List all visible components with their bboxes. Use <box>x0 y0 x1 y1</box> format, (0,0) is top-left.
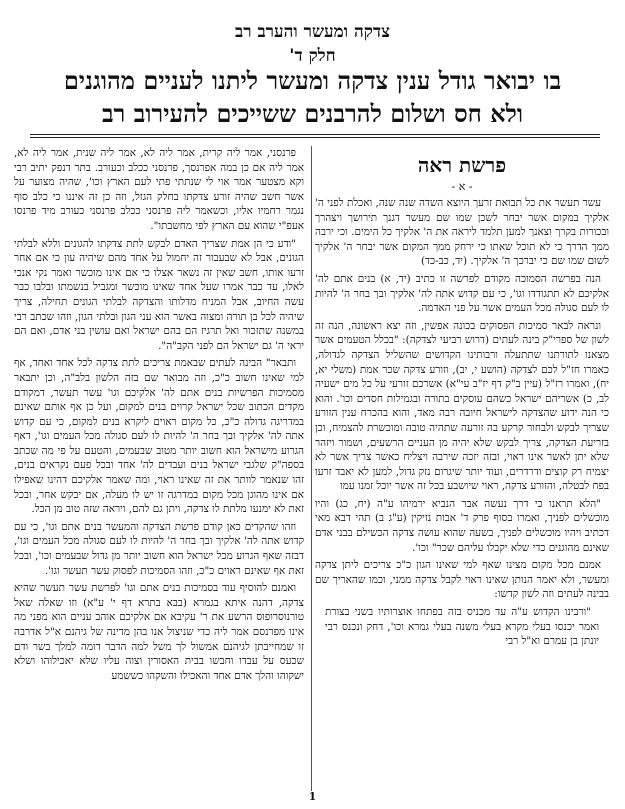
page-number: 1 <box>308 790 317 803</box>
book-title: צדקה ומעשר והערב רב <box>235 22 390 42</box>
block-quote: "ורבינו הקדוש ע"ה עד מכניס בזה בפתחו אוצרותיו בשני בצורת ואמר יכנסו בעלי מקרא בעלי משנה בעלי גמרא וכו', דחק ונכנס רבי יונתן בן עמרם וא"ל רבי <box>325 606 599 648</box>
column-divider <box>311 146 312 791</box>
left-column <box>14 146 304 791</box>
title-rule-top <box>30 134 600 135</box>
paragraph: פרנסני, אמר ליה קרית, אמר ליה לא, אמר ליה שנית, אמר ליה לא, אמר ליה אם כן במה אפרנסך, פרנסני ככלב וכעורב. בתר דנפק יתיב רבי וקא מצטער אמר אוי לי שנתתי פתי לעם הארץ וכו', שהיה מצוער על אשר חשב שהיה זורע צדקתו בחלק הגזל, וזה כן זה איננו כי כלב סוף נגמר רחמיו אליו, וכשאמר ליה פרנסני ככלב פרנסני כעורב מיד פרנסו אעפ"י שהוא עם הארץ לפי מחשבתו". <box>14 147 304 232</box>
main-title-line-1: בו יבואר גודל ענין צדקה ומעשר ליתנו לעניים מהוגנים <box>63 66 562 95</box>
paragraph: ואמנם להוסיף עוד בסמיכות בנים אתם וגו' לפרשת עשר תעשר שהיא צדקה, דהנה איתא בגמרא (בבא בתרא דף י' ע"א) וזו שאלה שאל טורנוסרופוס הרשע את ר' עקיבא אם אלקיכם אוהב עניים הוא מפני מה אינו מפרנסם אמר ליה כדי שניצול אנו בהן מדינה של גיהנם א"ל אדרבה זו שמחייבתן לגיהנם אמשול לך משל למה הדבר דומה למלך בשר ודם שכעס על עבדו וחבשו בבית האסורין וצוה עליו שלא יאכילוהו ושלא ישקוהו והלך אדם אחד והאכילו והשקהו כששמע <box>14 582 304 682</box>
paragraph: אמנם מכל מקום מצינו שאף למי שאינו הגון כ"כ צריכים ליתן צדקה ומעשר, ולא יאמר הנותן שאינו ראוי לקבל צדקה ממני, וכמו שהאריך שם בבינה לעתים וזה לשון קדשו: <box>315 559 609 601</box>
paragraph: וזהו שהקדים כאן קודם פרשת הצדקה והמעשר בנים אתם וגו', כי עם קדוש אתה לה' אלקיך ובך בחר ה' להיות לו לעם סגולה מכל העמים וגו', דבזה שאף הגרוע מכל ישראל הוא חשוב יותר מן גדול שבעמים וכו', ובכל זאת אף שאינם ראוים כ"כ, וזהו הסמיכות לפסוק עשר תעשר וגו'. <box>14 520 304 577</box>
right-column <box>315 146 609 791</box>
chapter-heading: חלק ד' <box>289 46 336 66</box>
paragraph: הנה בפרשה הסמוכה מקודם לפרשה זו כתיב (יד, א) בנים אתם לה' אלקיכם לא תתגודדו וגו', כי עם קדוש אתה לה' אלקיך ובך בחר ה' להיות לו לעם סגולה מכל העמים אשר על פני האדמה. <box>315 272 609 315</box>
section-letter: - א - <box>451 180 473 193</box>
paragraph: "הלא תראנו כי דרך נעשה אבר הנביא ירמיהו ע"ה (יח, כג) והיו מוכשלים לפניך, ואמרו בסוף פרק ד' אבות נזיקין (ע"ג ב) תהי דבא מאי דכתיב ויהיו מוכשלים לפניך, בשעה שהוא עושה צדקה הכשילם בבני אדם שאינם מהוגנים כדי שלא יקבלו עליהם שכר" וכו'. <box>315 497 609 554</box>
parasha-heading: פרשת ראה <box>417 153 507 177</box>
paragraph: עשר תעשר את כל תבואת זרעך היוצא השדה שנה שנה, ואכלת לפני ה' אלקיך במקום אשר יבחר לשכן שמו שם מעשר דגנך תירושך ויצהרך ובכורות בקרך וצאנך למען תלמד ליראה את ה' אלקיך כל הימים. וכי ירבה ממך הדרך כי לא תוכל שאתו כי ירחק ממך המקום אשר יבחר ה' אלקיך לשום שמו שם כי יברכך ה' אלקיך. (יד, כב-כד) <box>315 197 609 268</box>
paragraph: "ודע כי הן אמת שצריך האדם לבקש לתת צדקתו להגונים וללא לבלתי הגונים, אבל לא שבעבור זה יחמול על אחד מהם שיהיה עון כי אם אחר זרעו אותו, חשב שאין זה נשאר אצלו כי אם אינו מוכשר ואמר נקי אנכי לאלו, עד כבר אמרו שעל אחד שאינו מוכשר ומגביל בנשמתו ובלבו כבר עשה החיוב, אבל המניח מדלותו והצדקה לבלתי הגונים תחילה, צריך שיהיה לכל בן תורה ומצוה באשר הוא עני הגון ובלתי הגון, וזהו שכתב רבי במשנה שתזכור ואל תרגיז הם בהם ישראל ואם עושין בני אדם, ואם הם יראי ה' גם ישראל הם לפני הקב"ה". <box>14 237 304 352</box>
title-rule-bottom <box>30 137 600 138</box>
main-title-line-2: ולא חס ושלום להרבנים ששייכים להעירוב רב <box>101 99 524 128</box>
paragraph: ונראה לבאר סמיכות הפסוקים בכונה אפשין, וזה יצא ראשונה, הנה זה לשון של ספרי"ק בינה לעתים (דרוש רביעי לצדקה): "בכלל הטעמים אשר מצאנו לתורתנו שתתעלה ורבותינו הקדושים שהשליל הצדקה לגדולה, כאמרו חז"ל לכם לצדקה (הושע י, יב), וזורע צדקה שכר אמת (משלי יא, יח), ואמרו רז"ל (עיין ב"ק דף יז"ב עי"א) אשרכם זורעי על כל מים ישעיה לב, כ) אשריהם ישראל כשהם עוסקים בתורה ובגמילות חסדים וכו'. והוא כי הנה ידוע שהצדקה לישראל חיובה רבה מאד, והוא בהכרח ענין הזורע שצריך לבקש ולבחור קרקע בה זורעה שתהיה טובה ומוכשרת להצמיח, וכן בזריעת הצדקה, צריך לבקש שלא יהיה מן העניים הרשעים, ושמור ויזהר שלא יתן לאשר אינו ראוי, ובזה יזכה שירבה ויצליח כאשר צריך אשר לא יצמיח רק קוצים ודרדרים, ועוד יותר שיגרום נזק גדול, למען לא יאבד זרעו בפח לבטלה, והזורע צדקה, ראוי שיושבע בכל זה אשר יוכל זמנו עמו <box>315 319 609 493</box>
paragraph: ותבאר" הבינה לעתים שבאמת צריכים לתת צדקה לכל אחד ואחד, אף למי שאינו חשוב כ"כ, וזה מבואר שם בזה הלשון בלב"ה, וכן יתבאר מסמיכות הפרשיות בנים אתם לה' אלקיכם וגו' עשר תעשר, דמקודם מקדים הכתוב שכל ישראל קרוים בנים למקום, ועל כן אף אותם שאינם במדריגה גדולה כ"כ, כל מקום ראוים ליקרא בנים למקום, כי עם קדוש אתה לה' אלקיך ובך בחר ה' להיות לו לעם סגולה מכל העמים וגו', דאף הגרוע מישראל הוא חשוב יותר מטוב שבעמים, והטעם על פי מה שכתב בספה"ק שלגבי ישראל בנים ועבדים לה' אחד ובכל פעם נקראים בנים, זהו שנאמר לוותר את זה שאינו ראוי, ומה שאמר אלקיכם דהינו שאפילו אם אינו מהוגן מכל מקום במדרגה זו יש לו מעלה, אם יבקש אחר, ובכל זאת לא ימנעו מלתת לו צדקה, ויתן גם להם, ויראה שזה טוב מן הכל. <box>14 357 304 516</box>
